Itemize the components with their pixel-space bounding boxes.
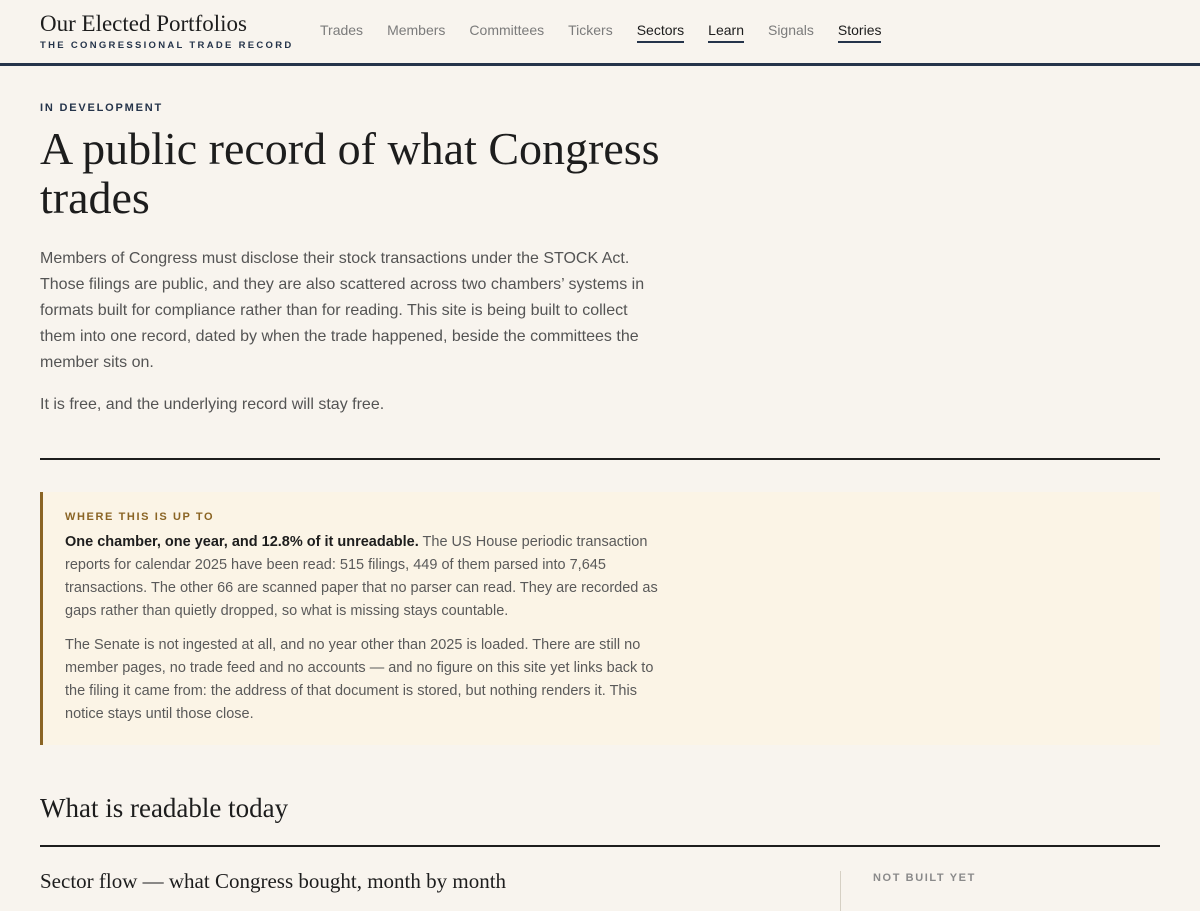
section-title: What is readable today — [40, 793, 289, 823]
notice-paragraph-senate: The Senate is not ingested at all, and no year other than 2025 is loaded. There are still no member pages, no trade feed and no accounts — and no figure on this site yet links back to the filing it came from: the address of that document is stored, but nothing renders it. This notice stays until those close. — [65, 637, 654, 722]
brand-title[interactable]: Our Elected Portfolios — [40, 11, 247, 36]
hero-eyebrow: IN DEVELOPMENT — [40, 102, 163, 114]
main-nav — [320, 22, 905, 43]
status-badge: NOT BUILT YET — [873, 872, 976, 884]
page-title: A public record of what Congress trades — [40, 123, 660, 223]
section-divider — [40, 845, 1160, 847]
brand-subtitle: THE CONGRESSIONAL TRADE RECORD — [40, 40, 294, 51]
brand[interactable] — [40, 11, 294, 51]
nav-item-stories[interactable]: Stories — [838, 22, 882, 43]
notice-eyebrow: WHERE THIS IS UP TO — [65, 511, 215, 523]
nav-item-committees[interactable]: Committees — [469, 22, 545, 38]
nav-item-trades[interactable]: Trades — [320, 22, 364, 38]
nav-item-signals[interactable]: Signals — [767, 22, 814, 38]
nav-item-tickers[interactable]: Tickers — [568, 22, 613, 38]
column-divider — [840, 871, 841, 911]
card-title-sector-flow[interactable]: Sector flow — what Congress bought, month by month — [40, 869, 507, 893]
nav-item-sectors[interactable]: Sectors — [637, 22, 684, 43]
notice-paragraph — [65, 531, 665, 623]
nav-item-members[interactable]: Members — [387, 22, 446, 38]
section-divider — [40, 458, 1160, 460]
hero-paragraph: Members of Congress must disclose their stock transactions under the STOCK Act. Those filings are public, and they are also scattered across two chambers’ systems in formats built for compliance rather than for reading. This site is being built to collect them into one record, dated by when the trade happened, beside the committees the member sits on. — [40, 250, 645, 371]
site-header — [0, 0, 1200, 66]
notice-body: The US House periodic transaction reports for calendar 2025 have been read: 515 filings, 449 of them parsed into 7,645 transactions. The other 66 are scanned paper that no parser can read. They are recorded as gaps rather than quietly dropped, so what is missing stays countable. — [65, 534, 658, 619]
nav-item-learn[interactable]: Learn — [708, 22, 744, 43]
hero-paragraph-free: It is free, and the underlying record will stay free. — [40, 396, 385, 413]
notice-lead: One chamber, one year, and 12.8% of it unreadable. — [65, 534, 419, 550]
status-notice — [40, 492, 1160, 745]
